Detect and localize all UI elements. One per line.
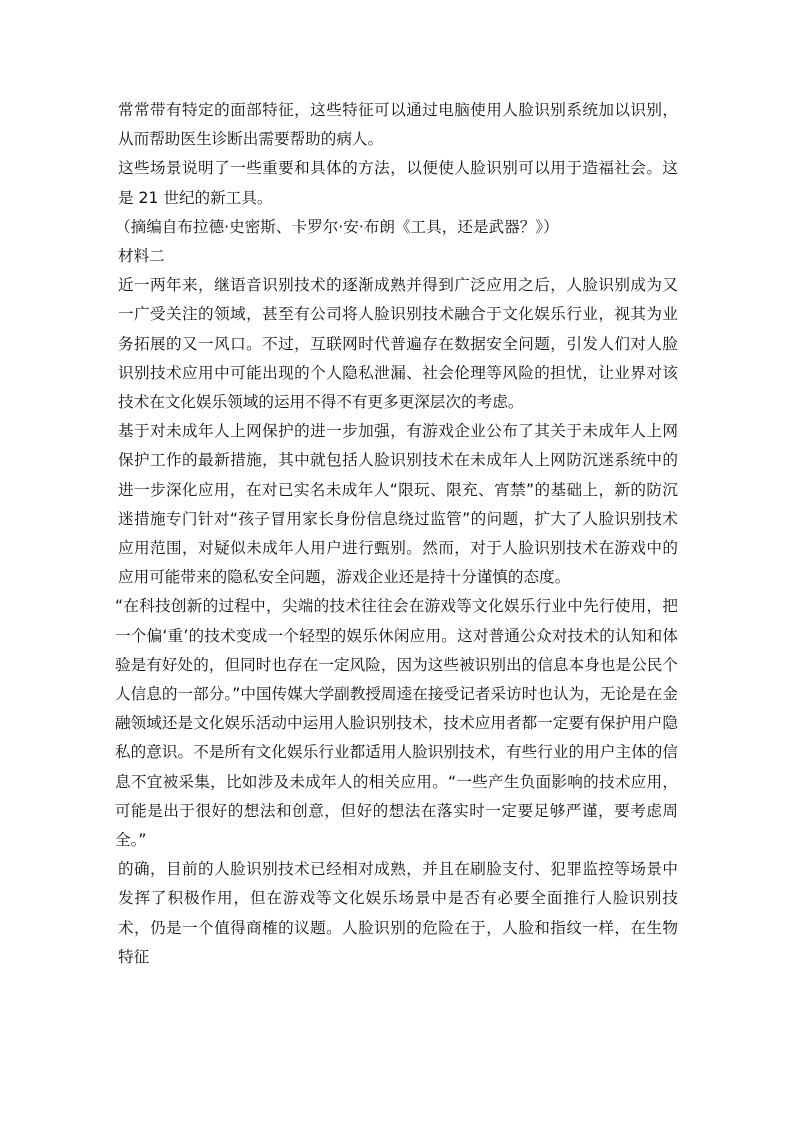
paragraph-conclusion: 的确，目前的人脸识别技术已经相对成熟，并且在刷脸支付、犯罪监控等场景中发挥了积极作用，但在游戏等文化娱乐场景中是否有必要全面推行人脸识别技术，仍是一个值得商榷的议题。人脸识别的危险在于，人脸和指纹一样，在生物特征 xyxy=(118,860,678,966)
section-heading-material-two: 材料二 xyxy=(118,247,165,266)
paragraph-continuation: 常常带有特定的面部特征，这些特征可以通过电脑使用人脸识别系统加以识别，从而帮助医生诊断出需要帮助的病人。 xyxy=(118,101,678,149)
paragraph-minor-protection: 基于对未成年人上网保护的进一步加强，有游戏企业公布了其关于未成年人上网保护工作的最新措施，其中就包括人脸识别技术在未成年人上网防沉迷系统中的进一步深化应用，在对已实名未成年人“限玩、限充、宵禁”的基础上，新的防沉迷措施专门针对“孩子冒用家长身份信息绕过监管”的问题，扩大了人脸识别技术应用范围，对疑似未成年人用户进行甄别。然而，对于人脸识别技术在游戏中的应用可能带来的隐私安全问题，游戏企业还是持十分谨慎的态度。 xyxy=(118,422,678,587)
paragraph-scenarios: 这些场景说明了一些重要和具体的方法，以便使人脸识别可以用于造福社会。这是 21 世纪的新工具。 xyxy=(118,159,678,207)
paragraph-quote: “在科技创新的过程中，尖端的技术往往会在游戏等文化娱乐行业中先行使用，把一个偏‘重’的技术变成一个轻型的娱乐休闲应用。这对普通公众对技术的认知和体验是有好处的，但同时也存在一定风险，因为这些被识别出的信息本身也是公民个人信息的一部分。”中国传媒大学副教授周逵在接受记者采访时也认为，无论是在金融领域还是文化娱乐活动中运用人脸识别技术，技术应用者都一定要有保护用户隐私的意识。不是所有文化娱乐行业都适用人脸识别技术，有些行业的用户主体的信息不宜被采集，比如涉及未成年人的相关应用。“一些产生负面影响的技术应用，可能是出于很好的想法和创意，但好的想法在落实时一定要足够严谨，要考虑周全。” xyxy=(115,597,678,850)
document-body xyxy=(115,96,678,972)
paragraph-intro: 近一两年来，继语音识别技术的逐渐成熟并得到广泛应用之后，人脸识别成为又一广受关注的领域，甚至有公司将人脸识别技术融合于文化娱乐行业，视其为业务拓展的又一风口。不过，互联网时代普遍存在数据安全问题，引发人们对人脸识别技术应用中可能出现的个人隐私泄漏、社会伦理等风险的担忧，让业界对该技术在文化娱乐领域的运用不得不有更多更深层次的考虑。 xyxy=(118,276,678,412)
source-citation: （摘编自布拉德·史密斯、卡罗尔·安·布朗《工具，还是武器？》） xyxy=(115,217,559,236)
